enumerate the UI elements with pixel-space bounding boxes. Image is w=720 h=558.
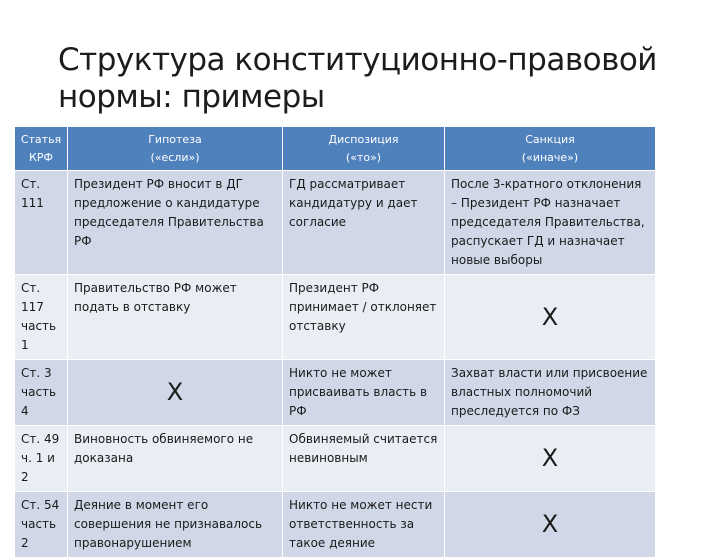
table-row [15, 426, 656, 492]
table-header-row [15, 127, 656, 171]
cell-article: Ст. 117 часть 1 [15, 275, 68, 360]
cell-sanction: Захват власти или присвоение властных полномочий преследуется по ФЗ [445, 360, 656, 426]
cell-disposition: Никто не может присваивать власть в РФ [283, 360, 445, 426]
cell-sanction-empty-mark: Х [445, 275, 656, 360]
cell-hypothesis: Правительство РФ может подать в отставку [68, 275, 283, 360]
slide-title [58, 42, 698, 116]
cell-sanction-empty-mark: Х [445, 492, 656, 558]
slide-title-line-2: нормы: примеры [58, 79, 325, 115]
cell-article: Ст. 3 часть 4 [15, 360, 68, 426]
header-hypothesis: Гипотеза («если») [68, 127, 283, 171]
cell-hypothesis: Виновность обвиняемого не доказана [68, 426, 283, 492]
norms-table [14, 126, 656, 558]
cell-article: Ст. 49 ч. 1 и 2 [15, 426, 68, 492]
header-article: Статья КРФ [15, 127, 68, 171]
table-row [15, 275, 656, 360]
cell-sanction-empty-mark: Х [445, 426, 656, 492]
cell-disposition: Обвиняемый считается невиновным [283, 426, 445, 492]
table-row [15, 171, 656, 275]
table-row [15, 360, 656, 426]
cell-disposition: Президент РФ принимает / отклоняет отставку [283, 275, 445, 360]
cell-hypothesis: Деяние в момент его совершения не признавалось правонарушением [68, 492, 283, 558]
cell-sanction: После 3-кратного отклонения – Президент РФ назначает председателя Правительства, распускает ГД и назначает новые выборы [445, 171, 656, 275]
cell-disposition: Никто не может нести ответственность за такое деяние [283, 492, 445, 558]
cell-article: Ст. 54 часть 2 [15, 492, 68, 558]
cell-article: Ст. 111 [15, 171, 68, 275]
header-sanction: Санкция («иначе») [445, 127, 656, 171]
cell-hypothesis: Президент РФ вносит в ДГ предложение о кандидатуре председателя Правительства РФ [68, 171, 283, 275]
header-disposition: Диспозиция («то») [283, 127, 445, 171]
cell-hypothesis-empty-mark: Х [68, 360, 283, 426]
table-row [15, 492, 656, 558]
cell-disposition: ГД рассматривает кандидатуру и дает согласие [283, 171, 445, 275]
slide-title-line-1: Структура конституционно-правовой [58, 42, 657, 78]
